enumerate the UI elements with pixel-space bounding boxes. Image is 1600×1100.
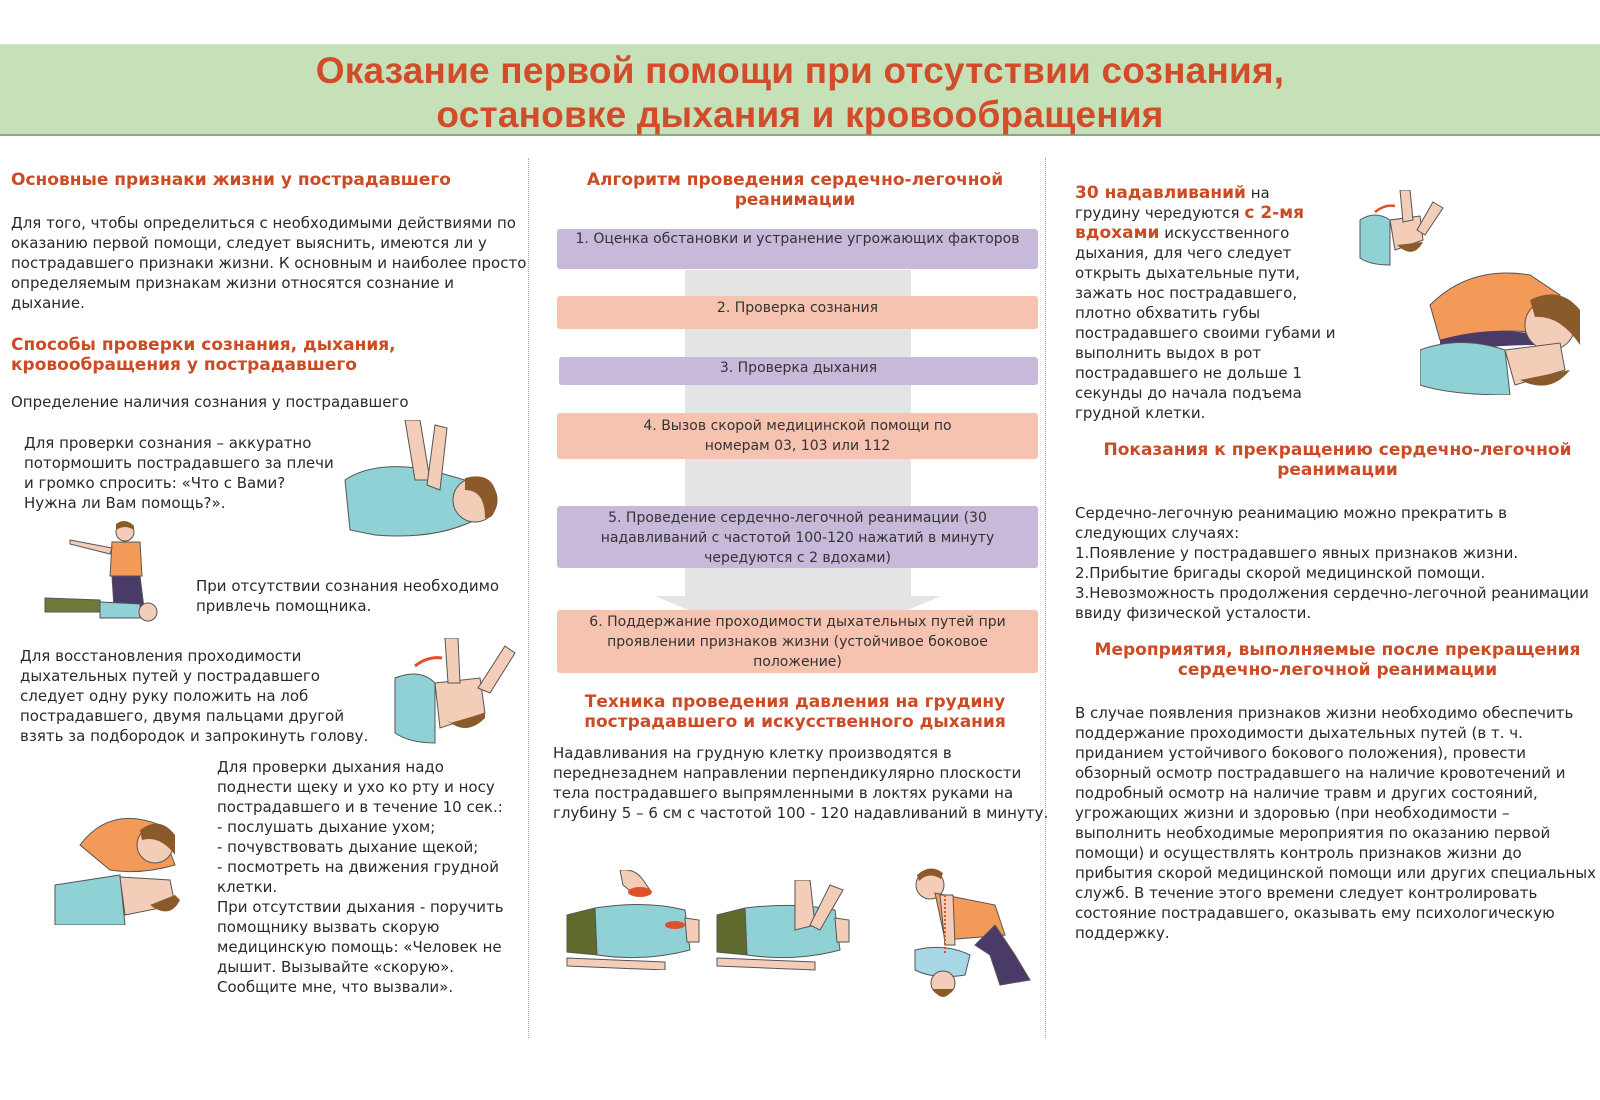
rescue-breathing-text: искусственного дыхания, для чего следует открыть дыхательные пути, зажать нос пострадавшего, плотно обхватить губы пострадавшего своими губами и выполнить выдох в рот пострадавшего не дольше 1 секунды до начала подъема грудной клетки. [1075,224,1336,422]
breathing-absent-instruction: При отсутствии дыхания - поручить помощнику вызвать скорую медицинскую помощь: «Человек не дышит. Вызывайте «скорую». Сообщите мне, что вызвали». [217,898,504,996]
stop-cpr-item: 1.Появление у пострадавшего явных признаков жизни. [1075,544,1519,562]
algorithm-step-1: 1. Оценка обстановки и устранение угрожающих факторов [557,229,1038,269]
breathing-item: - почувствовать дыхание щекой; [217,838,479,856]
airway-paragraph: Для восстановления проходимости дыхательных путей у пострадавшего следует одну руку положить на лоб пострадавшего, двумя пальцами другой взять за подбородок и запрокинуть голову. [20,647,369,745]
breathing-item: - посмотреть на движения грудной клетки. [217,858,499,896]
section-heading-compression-technique: Техника проведения давления на грудину пострадавшего и искусственного дыхания [584,692,1006,732]
call-helper-paragraph: При отсутствии сознания необходимо привлечь помощника. [196,577,500,615]
stop-cpr-intro: Сердечно-легочную реанимацию можно прекратить в следующих случаях: [1075,504,1508,542]
shake-shoulders-illustration [335,420,500,550]
section-heading-cpr-algorithm: Алгоритм проведения сердечно-легочной реанимации [586,170,1004,210]
hand-placement-illustration [565,870,700,970]
section-heading-after-cpr: Мероприятия, выполняемые после прекращения сердечно-легочной реанимации [1094,640,1581,680]
after-cpr-paragraph: В случае появления признаков жизни необходимо обеспечить поддержание проходимости дыхательных путей (в т. ч. приданием устойчивого бокового положения), провести обзорный осмотр пострадавшего на наличие кровотечений и подробный осмотр на наличие травм и других состояний, угрожающих жизни и здоровью (при необходимости – выполнить необходимые мероприятия по оказанию первой помощи) и осуществлять контроль признаков жизни до прибытия скорой медицинской помощи или других специальных служб. В течение этого времени следует контролировать состояние пострадавшего, оказывать ему психологическую поддержку. [1075,704,1596,942]
section-heading-stop-cpr: Показания к прекращению сердечно-легочной реанимации [1103,440,1572,480]
rescuer-compressions-illustration [905,865,1035,1005]
rescue-breathing-text: на грудину чередуются [1075,184,1270,222]
check-breathing-illustration [50,805,185,925]
consciousness-check-paragraph: Для проверки сознания – аккуратно потормошить пострадавшего за плечи и громко спросить: «Что с Вами? Нужна ли Вам помощь?». [24,434,334,512]
breathing-intro: Для проверки дыхания надо поднести щеку и ухо ко рту и носу пострадавшего и в течение 10 сек.: [217,758,503,816]
hands-on-chest-illustration [715,880,850,975]
compressions-count-highlight: 30 надавливаний [1075,183,1246,203]
algorithm-step-6: 6. Поддержание проходимости дыхательных путей при проявлении признаков жизни (устойчивое боковое положение) [557,610,1038,673]
stop-cpr-item: 2.Прибытие бригады скорой медицинской помощи. [1075,564,1486,582]
algorithm-step-5: 5. Проведение сердечно-легочной реанимации (30 надавливаний с частотой 100-120 нажатий в минуту чередуются с 2 вдохами) [557,506,1038,568]
algorithm-step-4: 4. Вызов скорой медицинской помощи по номерам 03, 103 или 112 [557,413,1038,459]
compression-technique-paragraph: Надавливания на грудную клетку производятся в переднезаднем направлении перпендикулярно плоскости тела пострадавшего выпрямленными в локтях руками на глубину 5 – 6 см с частотой 100 - 120 надавливаний в минуту. [553,744,1049,822]
title-banner [0,44,1600,136]
section-heading-check-methods: Способы проверки сознания, дыхания, кровообращения у пострадавшего [11,335,396,375]
stop-cpr-block [1075,503,1600,623]
breathing-item: - послушать дыхание ухом; [217,818,436,836]
head-tilt-illustration [390,638,520,748]
mouth-to-mouth-illustration [1420,255,1595,395]
page-title-line1: Оказание первой помощи при отсутствии сознания, [315,50,1285,91]
stop-cpr-item: 3.Невозможность продолжения сердечно-легочной реанимации ввиду физической усталости. [1075,584,1589,622]
algorithm-step-2: 2. Проверка сознания [557,296,1038,329]
section-heading-vital-signs: Основные признаки жизни у пострадавшего [11,170,451,190]
consciousness-subheading: Определение наличия сознания у пострадавшего [11,393,409,411]
rescue-breathing-paragraph [1075,183,1337,423]
page-title-line2: остановке дыхания и кровообращения [436,94,1164,135]
call-helper-illustration [40,520,170,630]
vital-signs-paragraph: Для того, чтобы определиться с необходимыми действиями по оказанию первой помощи, следует выяснить, имеются ли у пострадавшего признаки жизни. К основным и наиболее просто определяемым признакам жизни относятся сознание и дыхание. [11,214,527,312]
breathing-check-block [217,757,522,997]
column-divider [1045,158,1046,1038]
algorithm-step-3: 3. Проверка дыхания [559,357,1038,385]
breaths-count-highlight: с 2-мя вдохами [1075,203,1305,243]
